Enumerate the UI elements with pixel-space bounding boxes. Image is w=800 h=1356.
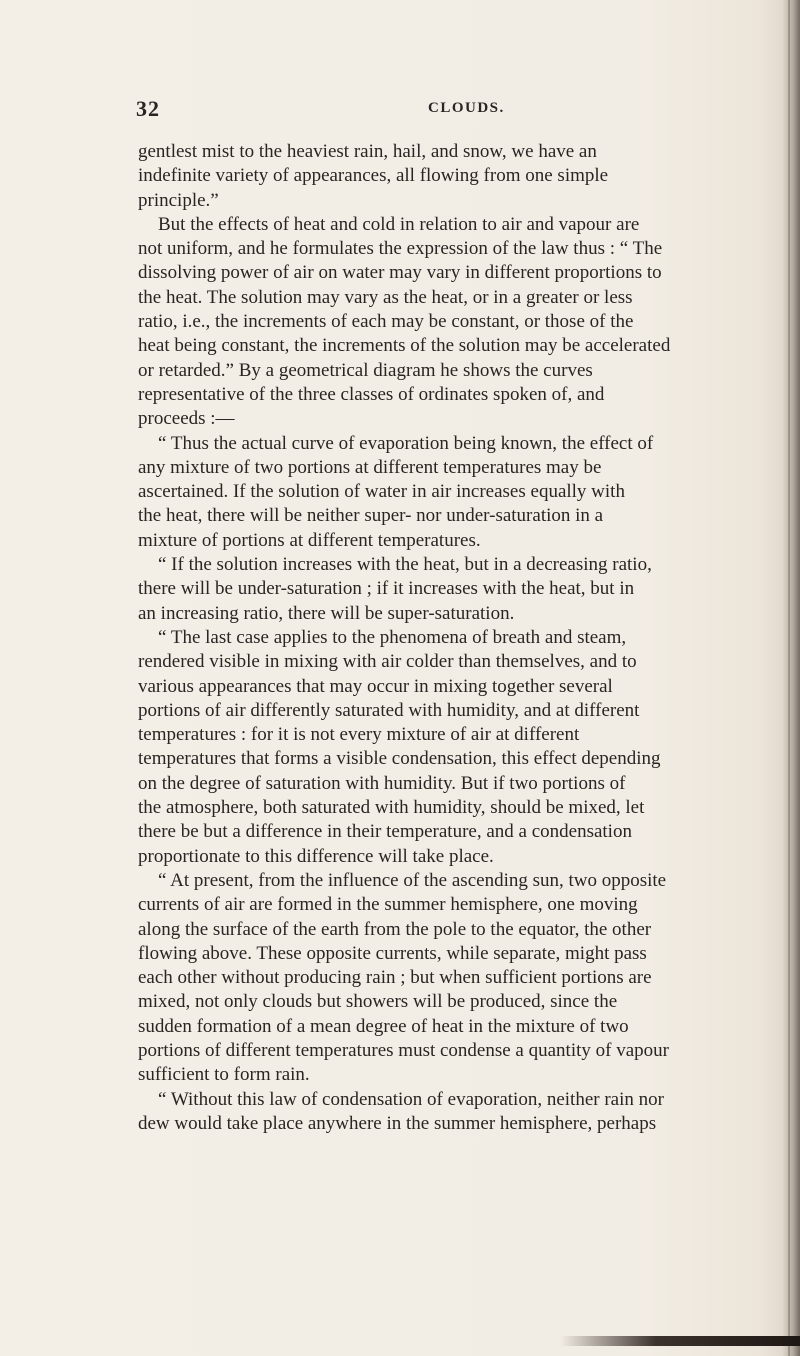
text-line: ratio, i.e., the increments of each may be constant, or those of the <box>138 311 634 333</box>
text-line: dew would take place anywhere in the summer hemisphere, perhaps <box>138 1112 657 1134</box>
text-line: various appearances that may occur in mixing together several <box>138 675 613 697</box>
text-line: representative of the three classes of ordinates spoken of, and <box>138 383 605 405</box>
page-header <box>136 96 756 126</box>
text-line: gentlest mist to the heaviest rain, hail, and snow, we have an <box>138 141 597 162</box>
text-line: or retarded.” By a geometrical diagram he shows the curves <box>138 359 593 381</box>
text-line: the heat. The solution may vary as the heat, or in a greater or less <box>138 286 633 308</box>
text-line: there be but a difference in their temperature, and a condensation <box>138 821 632 843</box>
text-line: ascertained. If the solution of water in air increases equally with <box>138 481 625 503</box>
text-line: heat being constant, the increments of the solution may be accelerated <box>138 335 671 357</box>
text-line: sudden formation of a mean degree of heat in the mixture of two <box>138 1015 629 1037</box>
text-line: currents of air are formed in the summer hemisphere, one moving <box>138 894 638 916</box>
text-line: not uniform, and he formulates the expression of the law thus : “ The <box>138 238 663 260</box>
text-line: the atmosphere, both saturated with humidity, should be mixed, let <box>138 797 645 819</box>
text-line: sufficient to form rain. <box>138 1064 310 1086</box>
text-line: principle.” <box>138 189 219 211</box>
text-line: indefinite variety of appearances, all flowing from one simple <box>138 165 609 187</box>
text-line: proportionate to this difference will take place. <box>138 845 494 867</box>
text-line: flowing above. These opposite currents, while separate, might pass <box>138 942 647 964</box>
text-line: “ At present, from the influence of the ascending sun, two opposite <box>158 869 667 891</box>
text-line: temperatures that forms a visible condensation, this effect depending <box>138 748 661 770</box>
text-line: mixture of portions at different temperatures. <box>138 529 481 551</box>
text-line: “ Without this law of condensation of evaporation, neither rain nor <box>158 1088 664 1110</box>
text-line: temperatures : for it is not every mixture of air at different <box>138 724 580 746</box>
text-line: “ The last case applies to the phenomena of breath and steam, <box>158 626 627 648</box>
text-line: But the effects of heat and cold in relation to air and vapour are <box>158 213 640 235</box>
text-line: on the degree of saturation with humidity. But if two portions of <box>138 772 626 794</box>
text-line: the heat, there will be neither super- nor under-saturation in a <box>138 505 604 527</box>
text-line: mixed, not only clouds but showers will be produced, since the <box>138 991 618 1013</box>
text-line: portions of air differently saturated with humidity, and at different <box>138 699 640 721</box>
text-line: there will be under-saturation ; if it increases with the heat, but in <box>138 578 635 600</box>
running-head: CLOUDS. <box>428 100 505 116</box>
text-line: portions of different temperatures must condense a quantity of vapour <box>138 1039 669 1061</box>
page-edge-shadow <box>782 0 800 1356</box>
text-line: an increasing ratio, there will be super-saturation. <box>138 602 515 624</box>
text-line: each other without producing rain ; but when sufficient portions are <box>138 967 652 989</box>
page-number: 32 <box>136 96 160 121</box>
text-line: “ Thus the actual curve of evaporation being known, the effect of <box>158 432 654 454</box>
text-line: rendered visible in mixing with air colder than themselves, and to <box>138 651 637 673</box>
body-text <box>138 140 758 1136</box>
page-bottom-edge <box>560 1336 800 1346</box>
text-line: dissolving power of air on water may vary in different proportions to <box>138 262 662 284</box>
text-line: along the surface of the earth from the pole to the equator, the other <box>138 918 652 940</box>
text-line: “ If the solution increases with the heat, but in a decreasing ratio, <box>158 554 652 576</box>
text-line: proceeds :— <box>138 408 235 430</box>
text-line: any mixture of two portions at different temperatures may be <box>138 456 602 478</box>
